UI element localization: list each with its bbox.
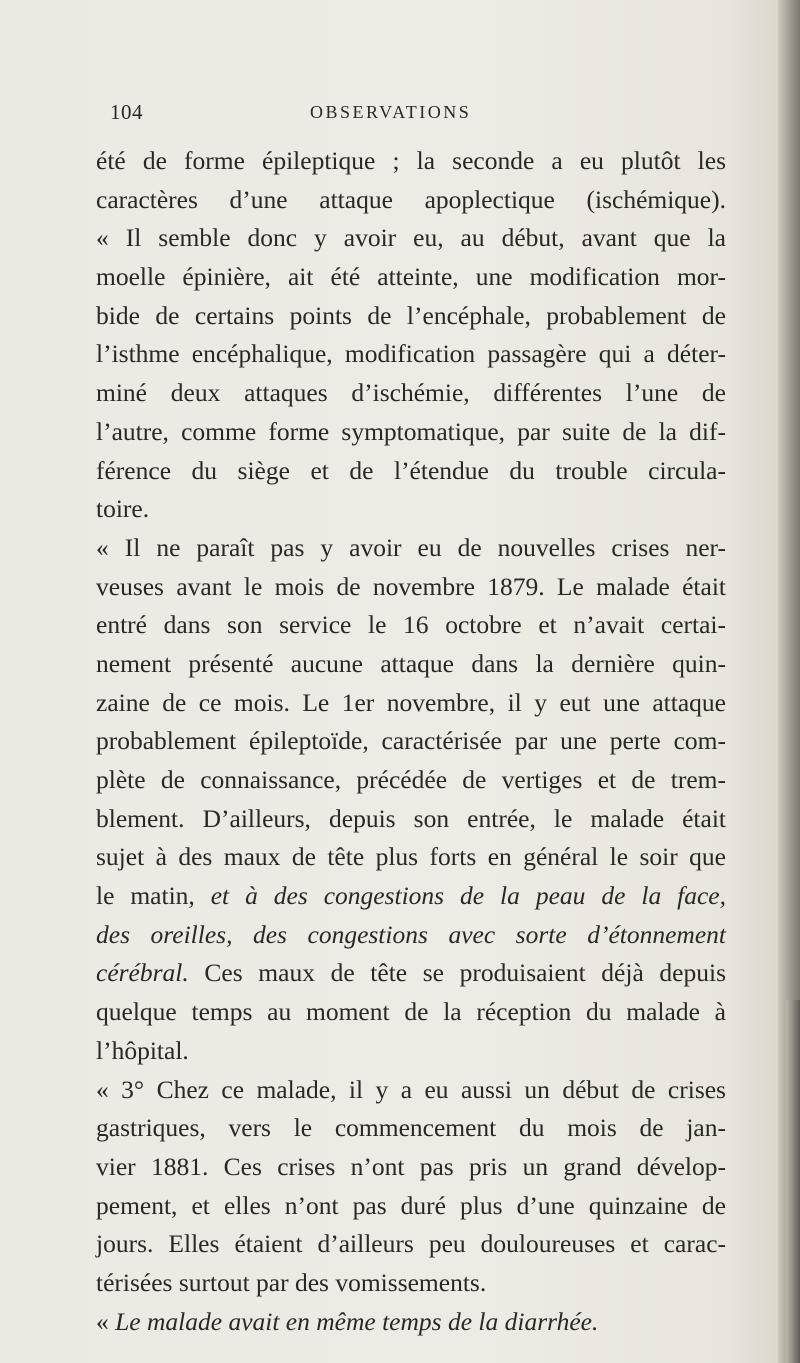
text-line: jours. Elles étaient d’ailleurs peu douloureuses et carac- xyxy=(96,1229,726,1259)
text-line: caractères d’une attaque apoplectique (ischémique). xyxy=(96,184,726,214)
text-line: l’isthme encéphalique, modification passagère qui a déter- xyxy=(96,339,726,369)
body-text xyxy=(96,142,726,1341)
text-line: nement présenté aucune attaque dans la dernière quin- xyxy=(96,648,726,678)
text-line: vier 1881. Ces crises n’ont pas pris un grand dévelop- xyxy=(96,1151,726,1181)
page-edge-shadow-lower xyxy=(786,1000,800,1363)
text-line: entré dans son service le 16 octobre et n’avait certai- xyxy=(96,610,726,640)
text-line: été de forme épileptique ; la seconde a eu plutôt les xyxy=(96,146,726,175)
text-line: miné deux attaques d’ischémie, différentes l’une de xyxy=(96,378,726,408)
text-line: gastriques, vers le commencement du mois de jan- xyxy=(96,1113,726,1143)
text-span: Ces maux de tête se produisaient déjà depuis xyxy=(188,958,726,988)
text-line: « Il semble donc y avoir eu, au début, avant que la xyxy=(96,223,726,253)
text-line: toire. xyxy=(96,494,150,524)
italic-span: et à des congestions de la peau de la face, xyxy=(210,881,726,911)
text-line: térisées surtout par des vomissements. xyxy=(96,1267,487,1297)
page-number: 104 xyxy=(110,100,143,124)
text-line: l’hôpital. xyxy=(96,1035,189,1065)
text-line: veuses avant le mois de novembre 1879. Le malade était xyxy=(96,571,726,601)
text-line: probablement épileptoïde, caractérisée par une perte com- xyxy=(96,726,726,756)
running-title: OBSERVATIONS xyxy=(310,102,472,122)
text-line xyxy=(96,916,726,955)
text-line: bide de certains points de l’encéphale, probablement de xyxy=(96,300,726,330)
text-line: zaine de ce mois. Le 1er novembre, il y eut une attaque xyxy=(96,687,726,717)
text-line: « 3° Chez ce malade, il y a eu aussi un début de crises xyxy=(96,1074,726,1104)
text-line: moelle épinière, ait été atteinte, une modification mor- xyxy=(96,262,726,292)
text-span: le matin, xyxy=(96,881,211,911)
italic-span: Le malade avait en même temps de la diarrhée. xyxy=(115,1306,599,1336)
italic-span: des oreilles, des congestions avec sorte d’étonnement xyxy=(96,919,726,949)
text-line: plète de connaissance, précédée de vertiges et de trem- xyxy=(96,765,726,794)
running-head xyxy=(110,100,710,130)
text-line: l’autre, comme forme symptomatique, par suite de la dif- xyxy=(96,416,726,446)
text-line xyxy=(96,1303,726,1342)
text-line: férence du siège et de l’étendue du trouble circula- xyxy=(96,455,726,485)
text-span: « xyxy=(96,1306,116,1336)
text-line: quelque temps au moment de la réception du malade à xyxy=(96,997,726,1027)
text-line: blement. D’ailleurs, depuis son entrée, le malade était xyxy=(96,803,726,833)
text-line: sujet à des maux de tête plus forts en général le soir que xyxy=(96,842,726,872)
text-line: pement, et elles n’ont pas duré plus d’une quinzaine de xyxy=(96,1190,726,1220)
text-line xyxy=(96,877,726,916)
text-line xyxy=(96,954,726,993)
text-line: « Il ne paraît pas y avoir eu de nouvelles crises ner- xyxy=(96,532,726,562)
italic-span: cérébral. xyxy=(96,958,189,988)
